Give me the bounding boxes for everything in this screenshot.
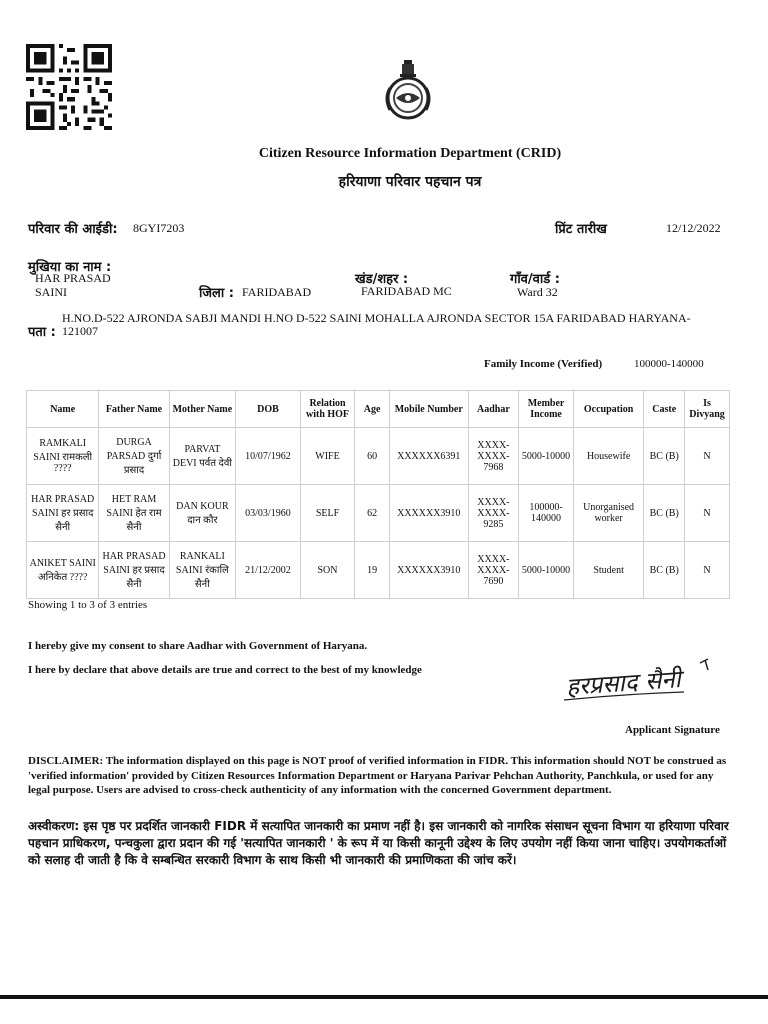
handwritten-signature: हरप्रसाद सैनी (565, 665, 682, 701)
cell-age: 19 (355, 542, 390, 599)
department-title: Citizen Resource Information Department (CRID) (258, 146, 562, 161)
family-income-label: Family Income (Verified) (484, 358, 603, 370)
applicant-signature-label: Applicant Signature (625, 724, 720, 736)
cell-occupation: Housewife (573, 428, 644, 485)
cell-relation: SELF (300, 485, 355, 542)
cell-aadhar: XXXX-XXXX-9285 (468, 485, 519, 542)
head-name-label: मुखिया का नाम : (28, 260, 112, 275)
col-header-age: Age (355, 391, 390, 428)
family-members-table (26, 390, 730, 599)
cell-occupation: Unorganised worker (573, 485, 644, 542)
cell-divyang: N (685, 428, 730, 485)
col-header-name: Name (27, 391, 99, 428)
district-label: जिला : (199, 286, 234, 301)
cell-occupation: Student (573, 542, 644, 599)
card-title-hindi: हरियाणा परिवार पहचान पत्र (338, 174, 482, 190)
village-value: Ward 32 (517, 285, 558, 299)
cell-relation: SON (300, 542, 355, 599)
cell-relation: WIFE (300, 428, 355, 485)
cell-dob: 21/12/2002 (236, 542, 301, 599)
cell-age: 60 (355, 428, 390, 485)
col-header-mobile: Mobile Number (389, 391, 468, 428)
col-header-mother: Mother Name (169, 391, 236, 428)
address-line2: 121007 (62, 324, 98, 338)
cell-mother: DAN KOUR दान कौर (169, 485, 236, 542)
haryana-emblem-icon (380, 58, 436, 122)
cell-income: 5000-10000 (519, 428, 574, 485)
address-label: पता : (28, 325, 56, 340)
print-date-value: 12/12/2022 (666, 221, 721, 235)
cell-divyang: N (685, 485, 730, 542)
disclaimer-english: DISCLAIMER: The information displayed on this page is NOT proof of verified information in FIDR. This information should NOT be construed as 'verified information' provided by Citizen Resources Information Department or Haryana Parivar Pehchan Authority, Panchkula, or used for any legal purpose. Users are advised to cross-check authenticity of any information with the concerned Government department. (28, 755, 727, 796)
col-header-divyang: Is Divyang (685, 391, 730, 428)
address-line1: H.NO.D-522 AJRONDA SABJI MANDI H.NO D-522 SAINI MOHALLA AJRONDA SECTOR 15A FARIDABAD HARYANA- (62, 311, 691, 325)
col-header-aadhar: Aadhar (468, 391, 519, 428)
col-header-income: Member Income (519, 391, 574, 428)
page-bottom-border (0, 995, 768, 999)
cell-aadhar: XXXX-XXXX-7690 (468, 542, 519, 599)
cell-age: 62 (355, 485, 390, 542)
cell-caste: BC (B) (644, 542, 685, 599)
cell-mother: RANKALI SAINI रंकालि सैनी (169, 542, 236, 599)
cell-dob: 03/03/1960 (236, 485, 301, 542)
col-header-occupation: Occupation (573, 391, 644, 428)
print-date-label: प्रिंट तारीख (555, 222, 607, 237)
cell-name: RAMKALI SAINI रामकली ???? (27, 428, 99, 485)
cell-name: HAR PRASAD SAINI हर प्रसाद सैनी (27, 485, 99, 542)
qr-code (26, 44, 112, 130)
cell-income: 5000-10000 (519, 542, 574, 599)
cell-father: HAR PRASAD SAINI हर प्रसाद सैनी (99, 542, 169, 599)
cell-caste: BC (B) (644, 485, 685, 542)
cell-mobile: XXXXXX3910 (389, 485, 468, 542)
col-header-relation: Relation with HOF (300, 391, 355, 428)
cell-mobile: XXXXXX3910 (389, 542, 468, 599)
signature-stroke-icon (560, 655, 740, 705)
declaration-text: I here by declare that above details are true and correct to the best of my knowledge (28, 664, 422, 676)
col-header-father: Father Name (99, 391, 169, 428)
cell-divyang: N (685, 542, 730, 599)
cell-dob: 10/07/1962 (236, 428, 301, 485)
cell-mobile: XXXXXX6391 (389, 428, 468, 485)
cell-name: ANIKET SAINI अनिकेत ???? (27, 542, 99, 599)
table-row (27, 428, 730, 485)
col-header-caste: Caste (644, 391, 685, 428)
cell-income: 100000-140000 (519, 485, 574, 542)
block-label: खंड/शहर : (355, 272, 409, 287)
cell-mother: PARVAT DEVI पर्वत देवी (169, 428, 236, 485)
family-income-value: 100000-140000 (634, 358, 704, 370)
cell-father: DURGA PARSAD दुर्गा प्रसाद (99, 428, 169, 485)
aadhar-consent-text: I hereby give my consent to share Aadhar with Government of Haryana. (28, 640, 368, 652)
cell-caste: BC (B) (644, 428, 685, 485)
table-header-row (27, 391, 730, 428)
block-value: FARIDABAD MC (361, 284, 452, 298)
table-row (27, 485, 730, 542)
disclaimer-hindi: अस्वीकरण: इस पृष्ठ पर प्रदर्शित जानकारी FIDR में सत्यापित जानकारी का प्रमाण नहीं है। इस जानकारी को नागरिक संसाधन सूचना विभाग या हरियाणा परिवार पहचान प्राधिकरण, पन्चकुला द्वारा प्रदान की गई 'सत्यापित जानकारी ' के रूप में या किसी कानूनी उद्देश्य के लिए उपयोग नहीं किया जाना चाहिए। उपयोगकर्ताओं को सलाह दी जाती है कि वे सम्बन्धित सरकारी विभाग के साथ किसी भी जानकारी की प्रमाणिकता की जांच करें। (28, 819, 729, 867)
head-name-line1: HAR PRASAD (35, 271, 111, 285)
cell-aadhar: XXXX-XXXX-7968 (468, 428, 519, 485)
col-header-dob: DOB (236, 391, 301, 428)
cell-father: HET RAM SAINI हेत राम सैनी (99, 485, 169, 542)
table-row (27, 542, 730, 599)
village-label: गाँव/वार्ड : (510, 272, 560, 287)
head-name-line2: SAINI (35, 285, 67, 299)
family-id-value: 8GYI7203 (133, 221, 185, 235)
district-value: FARIDABAD (242, 285, 312, 299)
family-id-label: परिवार की आईडी: (28, 222, 118, 237)
entries-count: Showing 1 to 3 of 3 entries (28, 599, 148, 611)
